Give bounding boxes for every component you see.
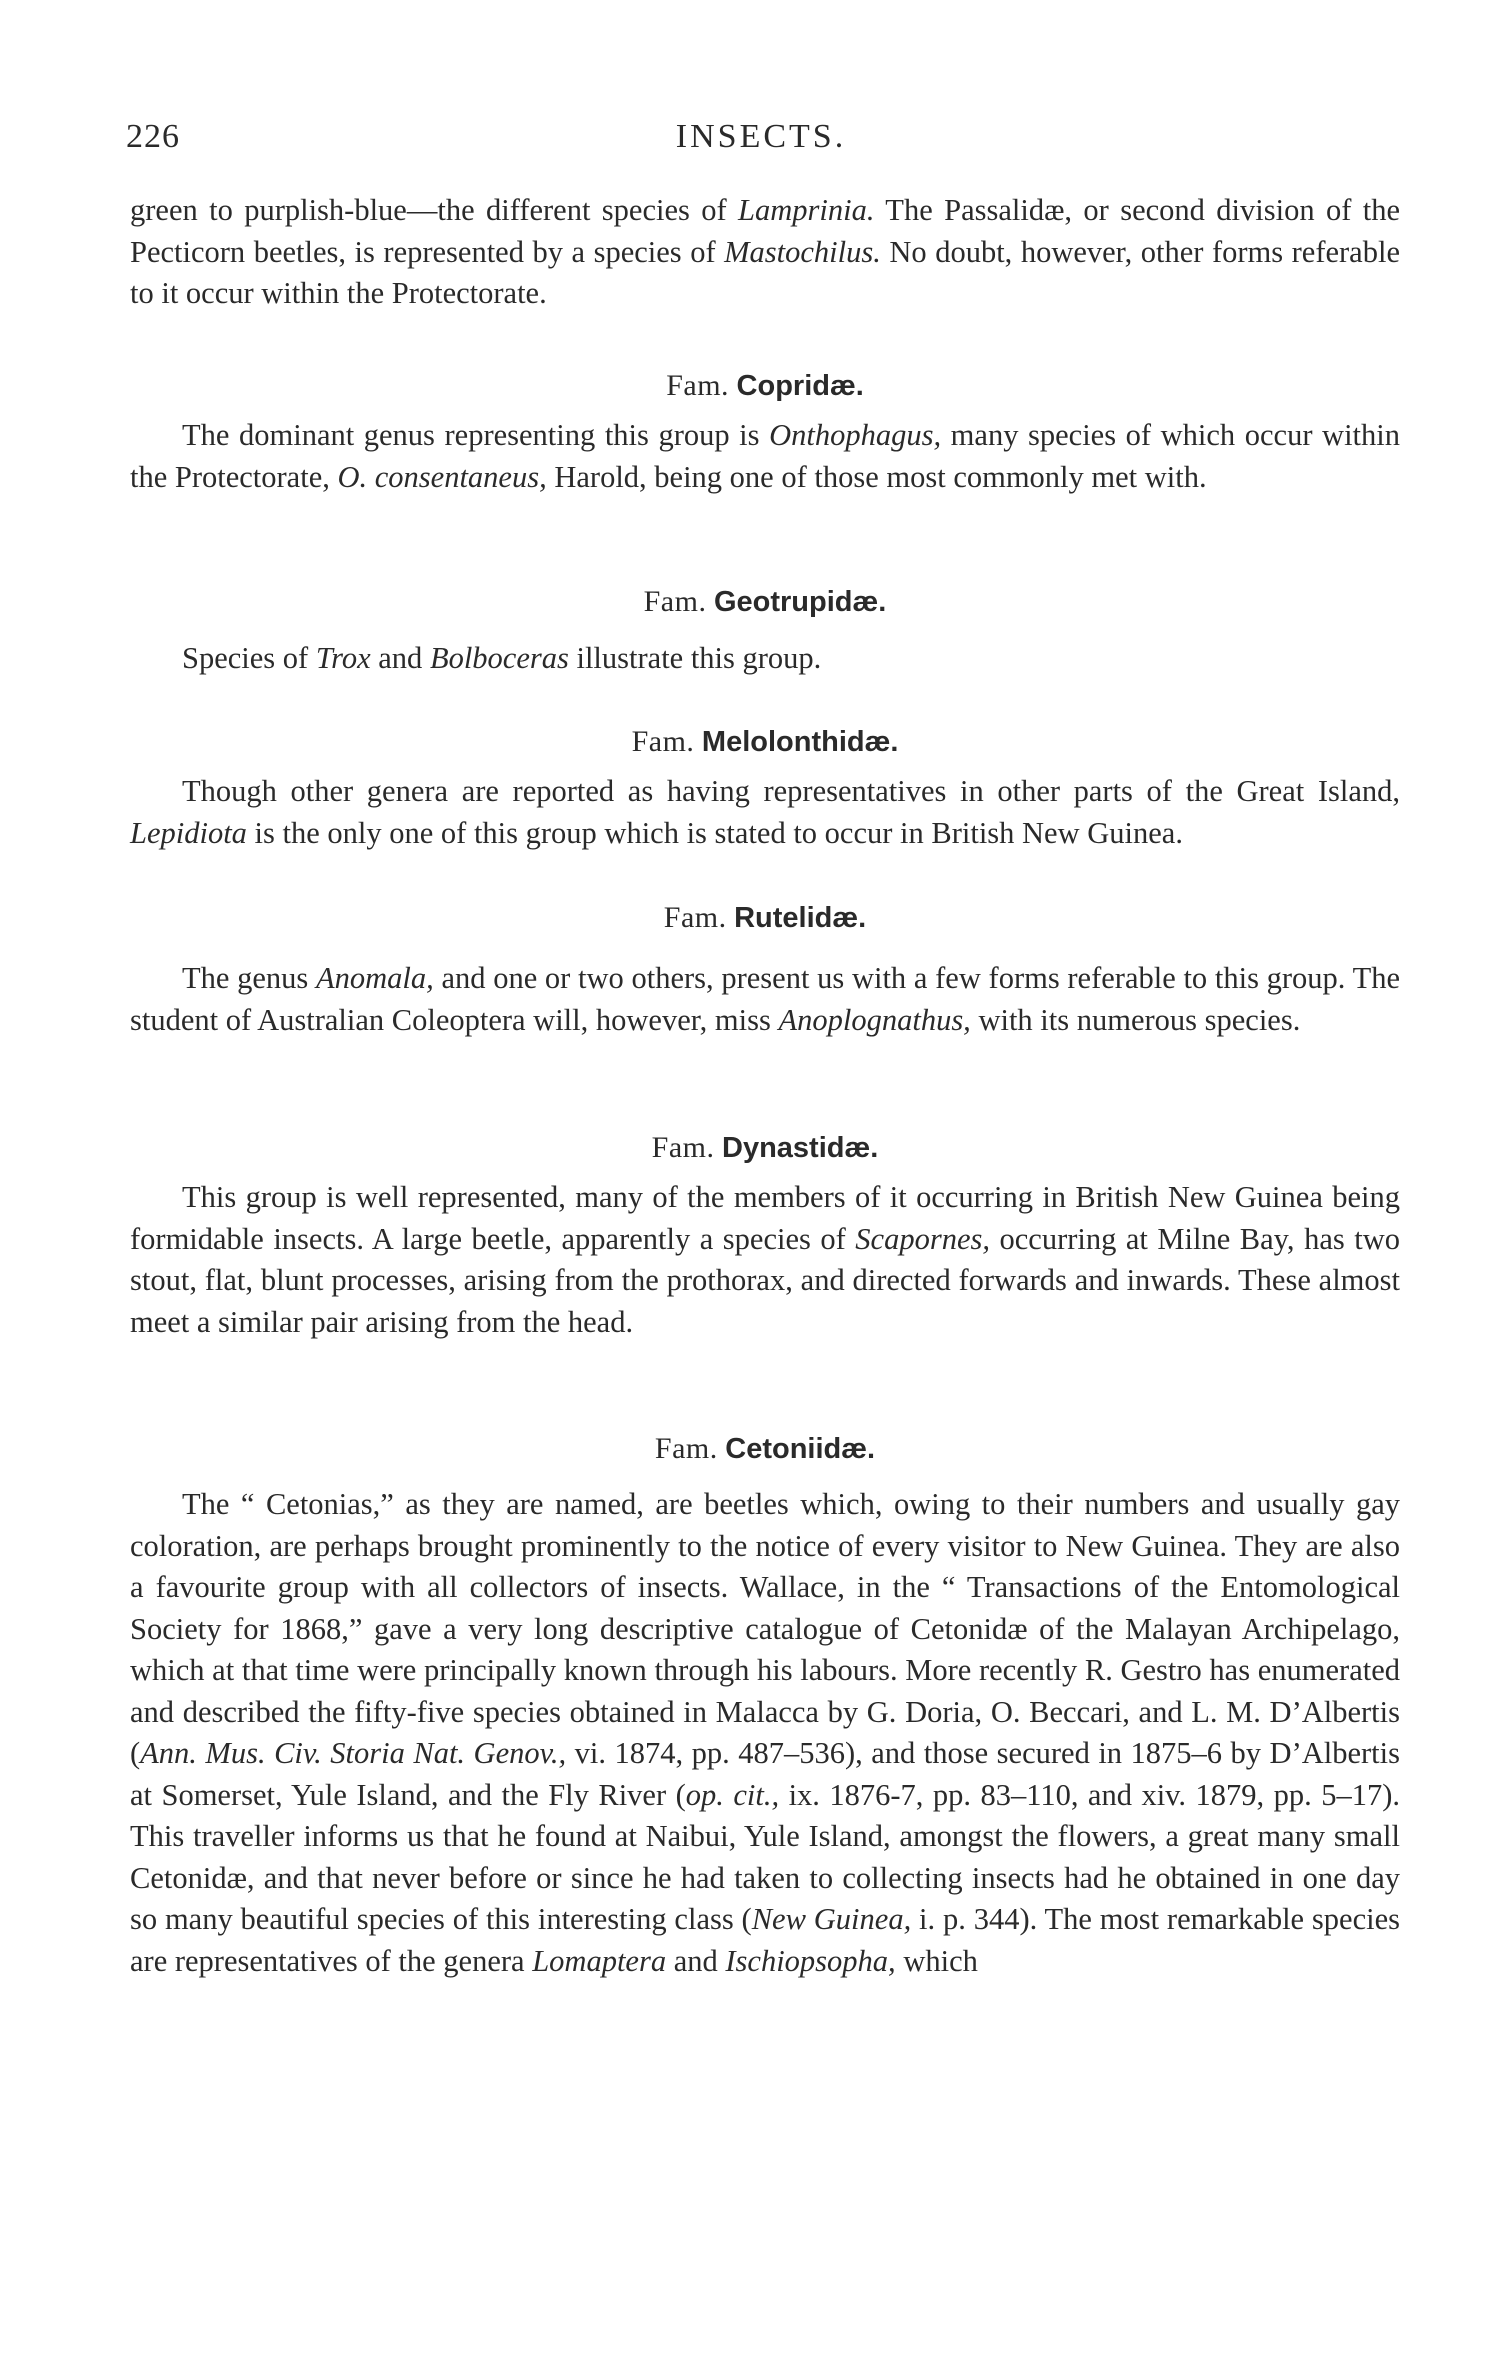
text-run: Though other genera are reported as having representatives in other parts of the Great Island, xyxy=(182,774,1400,808)
fam-prefix: Fam. xyxy=(643,585,707,618)
text-run: is the only one of this group which is stated to occur in British New Guinea. xyxy=(246,815,1183,850)
fam-prefix: Fam. xyxy=(651,1131,715,1164)
running-title: INSECTS. xyxy=(675,118,847,155)
continuation-paragraph xyxy=(130,190,1400,315)
family-name: Rutelidæ. xyxy=(734,902,867,934)
family-heading-geotrupidae xyxy=(130,582,1400,622)
genus-name: Onthophagus, xyxy=(769,418,942,452)
copridae-paragraph xyxy=(130,415,1400,498)
citation-abbrev: op. cit., xyxy=(685,1777,780,1812)
family-name: Dynastidæ. xyxy=(722,1132,879,1164)
family-name: Copridæ. xyxy=(736,370,864,402)
text-run: The dominant genus representing this group is xyxy=(182,418,770,452)
family-heading-melolonthidae xyxy=(130,722,1400,762)
genus-name: Lamprinia. xyxy=(738,193,875,227)
text-run: Harold, being one of those most commonly met with. xyxy=(546,459,1207,494)
fam-prefix: Fam. xyxy=(654,1432,718,1465)
text-run: i. p. 344). The most remarkable species are representatives of the genera xyxy=(130,1902,1400,1978)
family-heading-dynastidae xyxy=(130,1128,1400,1168)
genus-name: Anoplognathus, xyxy=(778,1002,971,1037)
cetoniidae-paragraph xyxy=(130,1484,1400,1982)
fam-prefix: Fam. xyxy=(663,901,727,934)
text-run: Species of xyxy=(182,641,316,675)
page-number: 226 xyxy=(126,118,180,155)
dynastidae-paragraph xyxy=(130,1177,1400,1343)
text-run: and xyxy=(666,1943,726,1978)
family-name: Geotrupidæ. xyxy=(713,586,887,618)
family-name: Cetoniidæ. xyxy=(725,1433,876,1465)
text-run: No doubt, however, other forms referable to it occur within the Protectorate. xyxy=(130,234,1400,310)
text-run: The “ Cetonias,” as they are named, are beetles which, owing to their numbers and usually gay coloration, are perhaps brought prominently to the notice of every visitor to New Guinea. They are also a favourite group with all collectors of insects. Wallace, in the “ Transactions of the Entomological Society for 1868,” gave a very long descriptive catalogue of Cetonidæ of the Malayan Archipelago, which at that time were principally known through his labours. More recently R. Gestro has enumerated and described the fifty-five species obtained in Malacca by G. Doria, O. Beccari, and L. M. D’Albertis ( xyxy=(130,1487,1400,1770)
fam-prefix: Fam. xyxy=(666,369,730,402)
genus-name: Anomala, xyxy=(315,961,434,995)
family-name: Melolonthidæ. xyxy=(701,726,899,758)
melolonthidae-paragraph xyxy=(130,771,1400,854)
genus-name: Mastochilus. xyxy=(724,234,881,269)
text-run: This group is well represented, many of the members of it occurring in British New Guinea being formidable insects. A large beetle, apparently a species of xyxy=(130,1180,1400,1256)
rutelidae-paragraph xyxy=(130,958,1400,1041)
running-head xyxy=(126,112,1396,162)
genus-name: Lomaptera xyxy=(532,1943,667,1978)
text-run: vi. 1874, pp. 487–536), and those secured in 1875–6 by D’Albertis at Somerset, Yule Island, and the Fly River ( xyxy=(130,1736,1400,1812)
geotrupidae-paragraph xyxy=(130,638,1400,680)
family-heading-rutelidae xyxy=(130,898,1400,938)
text-run: The Passalidæ, or second division of the Pecticorn beetles, is represented by a species of xyxy=(130,193,1400,269)
text-run: The genus xyxy=(182,961,316,995)
family-heading-copridae xyxy=(130,366,1400,406)
citation-title: New Guinea, xyxy=(751,1902,912,1936)
family-heading-cetoniidae xyxy=(130,1429,1400,1469)
genus-name: Trox xyxy=(315,641,371,675)
genus-name: Scapornes, xyxy=(855,1221,990,1256)
text-run: which xyxy=(895,1943,978,1978)
citation-title: Ann. Mus. Civ. Storia Nat. Genov., xyxy=(140,1736,567,1770)
text-run: occurring at Milne Bay, has two stout, flat, blunt processes, arising from the prothorax, and directed forwards and inwards. These almost meet a similar pair arising from the head. xyxy=(130,1221,1400,1339)
text-run: with its numerous species. xyxy=(970,1002,1301,1037)
text-run: illustrate this group. xyxy=(568,641,822,675)
text-run: and one or two others, present us with a few forms referable to this group. The student of Australian Coleoptera will, however, miss xyxy=(130,961,1400,1037)
species-name: O. consentaneus, xyxy=(337,459,547,494)
text-run: many species of which occur within the Protectorate, xyxy=(130,418,1401,494)
text-run: green to purplish-blue—the different species of xyxy=(130,193,739,227)
genus-name: Bolboceras xyxy=(429,641,569,675)
text-run: and xyxy=(370,641,430,675)
genus-name: Ischiopsopha, xyxy=(725,1943,896,1978)
fam-prefix: Fam. xyxy=(631,725,695,758)
text-run: ix. 1876-7, pp. 83–110, and xiv. 1879, pp. 5–17). This traveller informs us that he found at Naibui, Yule Island, amongst the flowers, a great many small Cetonidæ, and that never before or since he had taken to collecting insects had he obtained in one day so many beautiful species of this interesting class ( xyxy=(130,1777,1400,1936)
genus-name: Lepidiota xyxy=(130,815,247,850)
